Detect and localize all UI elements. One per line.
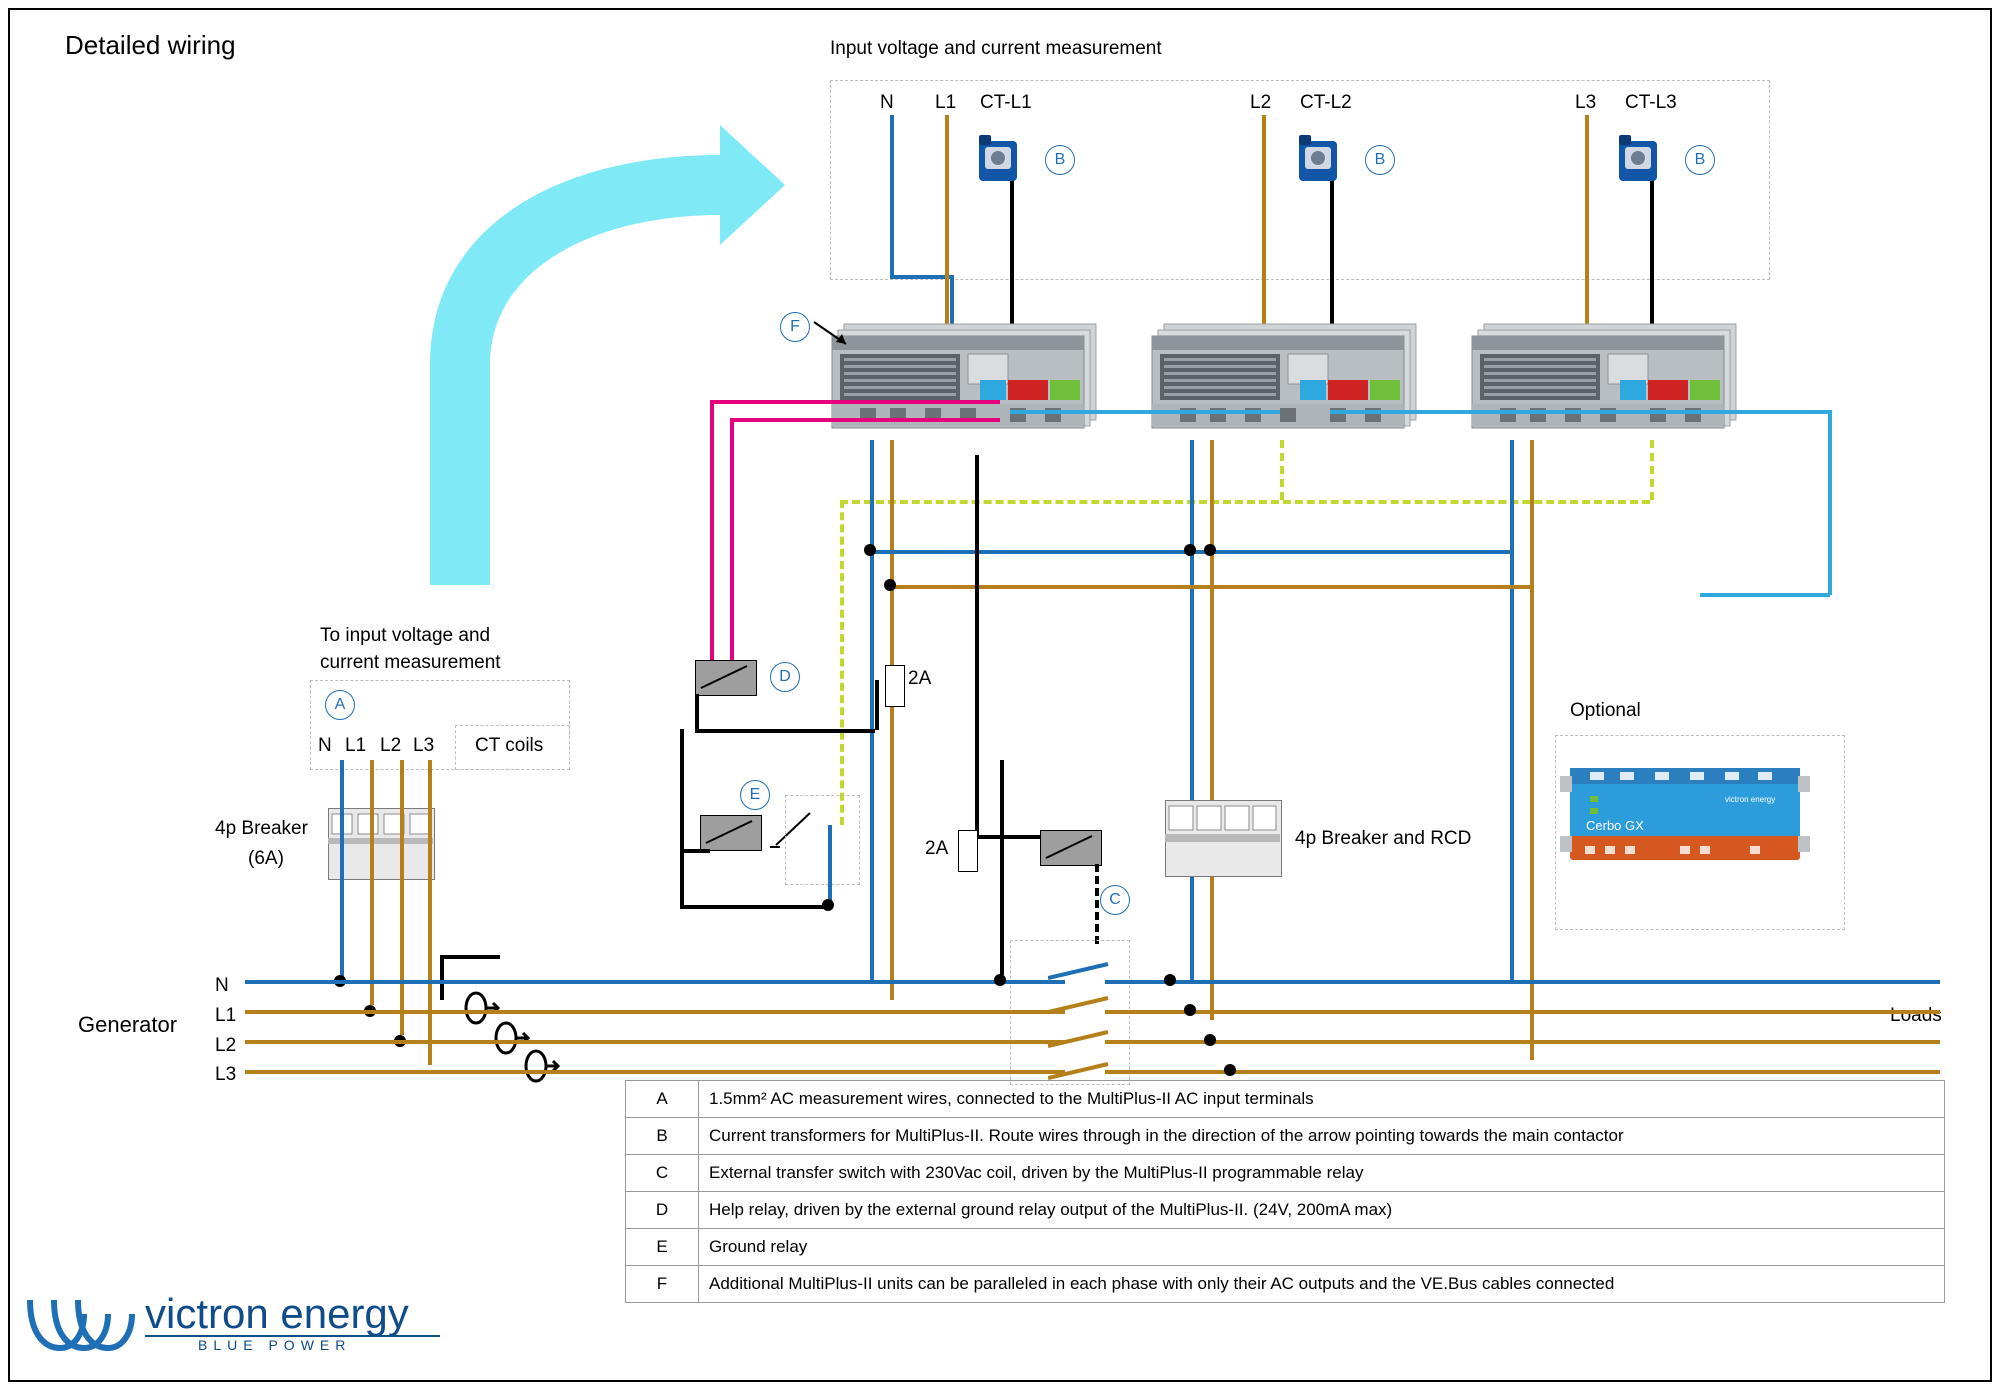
junction-dot-1 <box>864 544 876 556</box>
fuse-2a-bottom-label: 2A <box>925 838 949 859</box>
wire-acout-l-1 <box>890 440 894 1000</box>
marker-b-2: B <box>1365 145 1395 175</box>
terminal-label-l2: L2 <box>1250 92 1272 113</box>
terminal-label-ct-l1: CT-L1 <box>980 92 1032 113</box>
left-terminal-l3: L3 <box>413 735 435 756</box>
vebus-to-gx-h2 <box>1700 593 1830 597</box>
current-transformer-icon-2 <box>1295 135 1341 187</box>
left-terminal-l2: L2 <box>380 735 402 756</box>
marker-a: A <box>325 690 355 720</box>
wire-ct-coil-lead-1 <box>440 955 444 1000</box>
marker-c: C <box>1100 885 1130 915</box>
wire-ground-blue <box>828 825 832 905</box>
wire-ground-main <box>840 500 1650 504</box>
terminal-label-n: N <box>880 92 894 113</box>
wire-left-l1 <box>370 760 374 1005</box>
transfer-switch-contacts <box>1048 960 1168 1085</box>
legend-text-b: Current transformers for MultiPlus-II. Route wires through in the direction of the arrow pointing towards the main contactor <box>699 1118 1945 1155</box>
transfer-switch-coil-symbol <box>1040 830 1100 864</box>
legend-key-f: F <box>626 1266 699 1303</box>
cerbo-gx-device <box>1560 750 1810 880</box>
svg-text:BLUE POWER: BLUE POWER <box>198 1337 352 1353</box>
wire-ground-unit2 <box>1280 440 1284 500</box>
vebus-link-1-2 <box>1010 410 1280 414</box>
wire-ct-coil-lead-1h <box>440 955 500 959</box>
wire-c-mech-link <box>1095 864 1099 944</box>
wire-e-out <box>680 905 830 909</box>
terminal-label-l3: L3 <box>1575 92 1597 113</box>
junction-dot-4 <box>1204 544 1216 556</box>
bus-l2-left <box>245 1040 1065 1044</box>
junction-ground <box>822 899 834 911</box>
legend-text-f: Additional MultiPlus-II units can be paralleled in each phase with only their AC outputs and the VE.Bus cables connected <box>699 1266 1945 1303</box>
to-input-title-line1: To input voltage and <box>320 625 491 646</box>
bus-n-right <box>1105 980 1940 984</box>
wire-l1-top <box>945 115 949 330</box>
marker-b-1: B <box>1045 145 1075 175</box>
junction-bus-l2 <box>1204 1034 1216 1046</box>
wire-e-out-v <box>680 849 684 905</box>
wire-ground-unit3 <box>1650 440 1654 500</box>
generator-label: Generator <box>78 1012 178 1037</box>
current-transformer-icon-3 <box>1615 135 1661 187</box>
wire-n-top <box>890 115 894 275</box>
junction-dot-2 <box>884 579 896 591</box>
junction-dot-3 <box>1184 544 1196 556</box>
legend-row-e <box>626 1229 1945 1266</box>
input-measurement-title: Input voltage and current measurement <box>830 38 1162 59</box>
ct-coils-label: CT coils <box>475 735 544 756</box>
marker-b-3: B <box>1685 145 1715 175</box>
breaker-4p-rcd-detail <box>1165 800 1280 875</box>
wire-pink-top2 <box>730 418 1000 422</box>
bus-label-l3: L3 <box>215 1064 237 1085</box>
legend-row-b <box>626 1118 1945 1155</box>
ground-relay-e-symbol <box>700 815 760 849</box>
junction-bus-n <box>994 974 1006 986</box>
svg-text:Cerbo GX: Cerbo GX <box>1586 818 1644 833</box>
page-title: Detailed wiring <box>65 30 236 60</box>
ct-coil-icon-3 <box>522 1048 562 1084</box>
bus-label-l2: L2 <box>215 1035 237 1056</box>
wire-d-out-h <box>695 729 875 733</box>
marker-d: D <box>770 662 800 692</box>
bus-label-n: N <box>215 975 229 996</box>
bus-l3-left <box>245 1070 1065 1074</box>
wire-left-l2 <box>400 760 404 1035</box>
wire-n-top-jog <box>890 275 950 279</box>
vebus-to-gx-h <box>1600 410 1830 414</box>
wire-d-out-v <box>695 694 699 729</box>
wire-pink-down <box>710 400 714 670</box>
fuse-2a-bottom <box>958 830 978 872</box>
wire-l2-top <box>1262 115 1266 330</box>
legend-key-a: A <box>626 1081 699 1118</box>
wire-e-feed-h <box>680 849 710 853</box>
wire-n-to-multi1 <box>950 275 954 325</box>
wire-acout-n-bridge2 <box>1190 550 1510 554</box>
terminal-label-l1: L1 <box>935 92 957 113</box>
bus-l1-right <box>1105 1010 1940 1014</box>
wire-ground-down <box>840 500 844 825</box>
legend-text-d: Help relay, driven by the external ground relay output of the MultiPlus-II. (24V, 200mA max) <box>699 1192 1945 1229</box>
loads-label: Loads <box>1890 1005 1942 1026</box>
legend-row-c <box>626 1155 1945 1192</box>
breaker-left-label-2: (6A) <box>248 848 284 869</box>
current-transformer-icon-1 <box>975 135 1021 187</box>
legend-text-c: External transfer switch with 230Vac coil, driven by the MultiPlus-II programmable relay <box>699 1155 1945 1192</box>
terminal-label-ct-l3: CT-L3 <box>1625 92 1677 113</box>
svg-text:victron energy: victron energy <box>145 1290 409 1337</box>
bus-l2-right <box>1105 1040 1940 1044</box>
vebus-to-gx-v <box>1828 410 1832 595</box>
marker-e: E <box>740 780 770 810</box>
legend-row-d <box>626 1192 1945 1229</box>
wire-pink-down2 <box>730 418 734 670</box>
legend-text-e: Ground relay <box>699 1229 1945 1266</box>
wire-l3-top <box>1585 115 1589 330</box>
bus-l1-left <box>245 1010 1065 1014</box>
ground-relay-region <box>785 795 860 885</box>
wire-pink-top <box>710 400 1000 404</box>
legend-key-e: E <box>626 1229 699 1266</box>
wire-acout-n-3 <box>1510 440 1514 980</box>
legend-row-f <box>626 1266 1945 1303</box>
wire-acout-l-bridge1 <box>890 585 1210 589</box>
victron-logo <box>20 1280 450 1360</box>
vebus-link-2-3 <box>1330 410 1600 414</box>
junction-bus-l1 <box>1184 1004 1196 1016</box>
legend-key-d: D <box>626 1192 699 1229</box>
wire-acout-l-bridge2 <box>1210 585 1530 589</box>
wire-acout-n-2 <box>1190 440 1194 980</box>
junction-bus-l3 <box>1224 1064 1236 1076</box>
wire-acout-n-1 <box>870 440 874 980</box>
wire-black-fuse-branch <box>1000 760 1004 975</box>
legend-key-b: B <box>626 1118 699 1155</box>
svg-text:victron energy: victron energy <box>1725 795 1776 804</box>
wire-d-out-up <box>875 680 879 730</box>
wire-acout-l-3 <box>1530 440 1534 1060</box>
fuse-2a-top-label: 2A <box>908 668 932 689</box>
legend-table <box>625 1080 1945 1303</box>
to-input-title-line2: current measurement <box>320 652 501 673</box>
wire-black-relay <box>975 455 979 835</box>
breaker-left-label-1: 4p Breaker <box>215 818 308 839</box>
wire-left-n <box>340 760 344 980</box>
ct-coils-region <box>455 725 570 770</box>
junction-bus-n2 <box>1164 974 1176 986</box>
terminal-label-ct-l2: CT-L2 <box>1300 92 1352 113</box>
help-relay-d-symbol <box>695 660 755 694</box>
wire-acout-n-bridge1 <box>870 550 1190 554</box>
wire-e-feed <box>680 729 684 849</box>
legend-key-c: C <box>626 1155 699 1192</box>
breaker-right-label: 4p Breaker and RCD <box>1295 828 1472 849</box>
legend-row-a <box>626 1081 1945 1118</box>
flow-arrow <box>420 115 790 585</box>
left-terminal-l1: L1 <box>345 735 367 756</box>
bus-label-l1: L1 <box>215 1005 237 1026</box>
marker-f: F <box>780 312 810 342</box>
fuse-2a-top <box>885 665 905 707</box>
marker-f-pointer <box>812 318 862 358</box>
legend-text-a: 1.5mm² AC measurement wires, connected to the MultiPlus-II AC input terminals <box>699 1081 1945 1118</box>
left-terminal-n: N <box>318 735 332 756</box>
wire-acout-l-2 <box>1210 440 1214 1020</box>
wire-left-l3 <box>428 760 432 1065</box>
optional-label: Optional <box>1570 700 1641 721</box>
bus-n-left <box>245 980 1065 984</box>
